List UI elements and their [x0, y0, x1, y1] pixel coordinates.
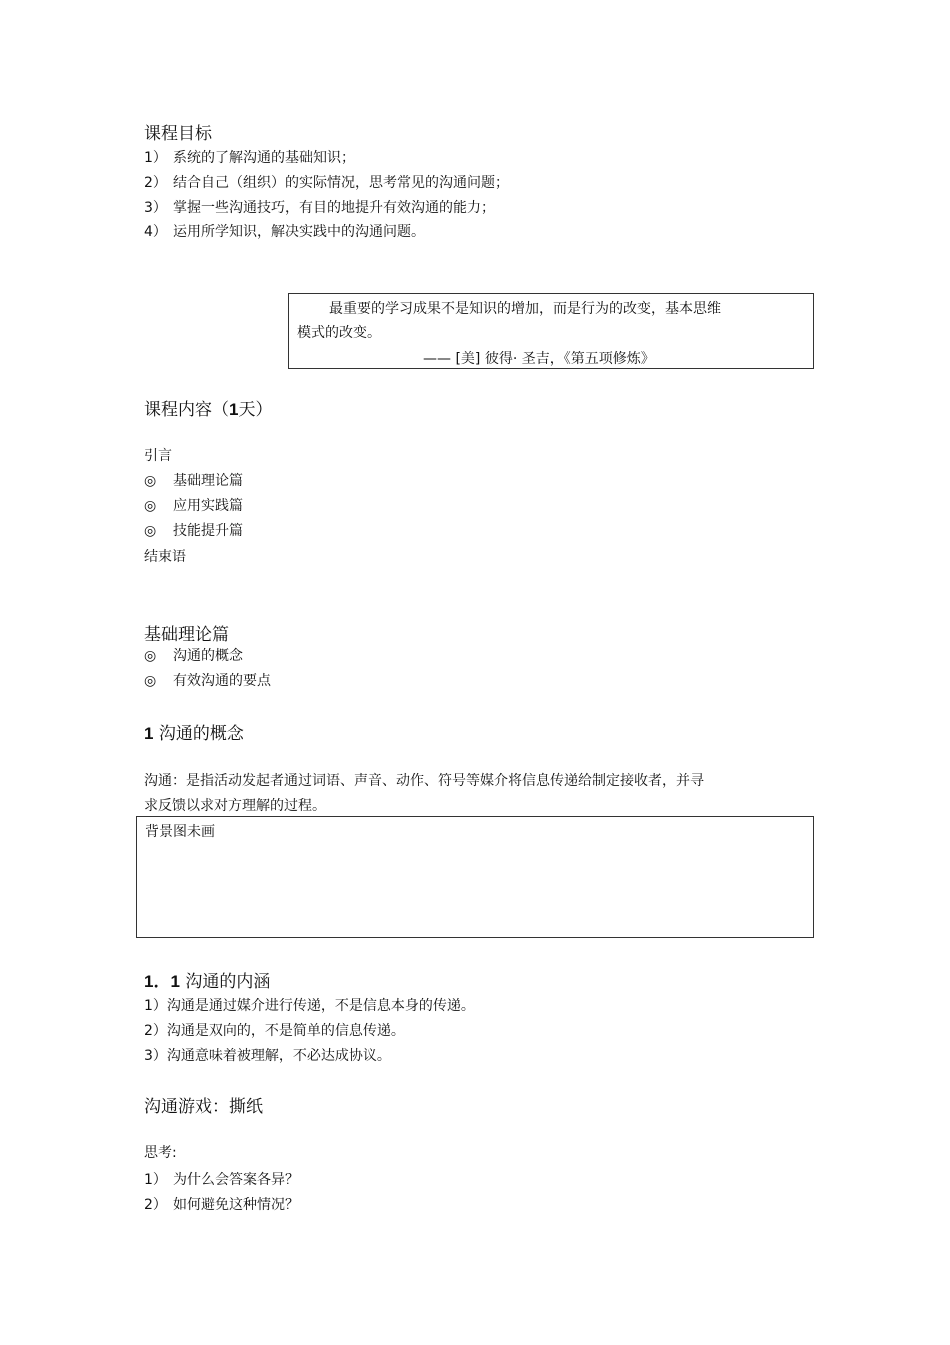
goal-num: 1） [144, 150, 167, 166]
theory-item-label: 沟通的概念 [173, 648, 243, 664]
concept-title-text: 沟通的概念 [158, 724, 244, 744]
connotation-item: 2）沟通是双向的，不是简单的信息传递。 [144, 1023, 405, 1039]
goal-text: 运用所学知识，解决实践中的沟通问题。 [173, 224, 425, 240]
goal-num: 4） [144, 224, 167, 240]
goal-item [144, 197, 495, 217]
goal-num: 2） [144, 175, 167, 191]
goal-text: 掌握一些沟通技巧，有目的地提升有效沟通的能力； [173, 200, 495, 216]
theory-title: 基础理论篇 [144, 625, 229, 645]
goal-text: 系统的了解沟通的基础知识； [173, 150, 355, 166]
bullet-icon: ◎ [144, 673, 157, 689]
content-item [144, 470, 243, 490]
quote-line-1: 最重要的学习成果不是知识的增加，而是行为的改变，基本思维 [329, 301, 721, 317]
goal-num: 3） [144, 200, 167, 216]
bullet-icon: ◎ [144, 523, 157, 539]
content-title-suffix: 天） [238, 400, 273, 420]
content-title-prefix: 课程内容（ [144, 400, 229, 420]
quote-attribution: —— [美] 彼得· 圣吉，《第五项修炼》 [423, 351, 655, 367]
thinking-item [144, 1169, 299, 1189]
content-item [144, 495, 243, 515]
bullet-icon: ◎ [144, 473, 157, 489]
content-ending: 结束语 [144, 549, 186, 565]
theory-item-label: 有效沟通的要点 [173, 673, 271, 689]
bullet-icon: ◎ [144, 648, 157, 664]
content-item-label: 基础理论篇 [173, 473, 243, 489]
thinking-label: 思考: [144, 1145, 177, 1161]
goal-item [144, 147, 355, 167]
quote-line-2: 模式的改变。 [297, 325, 381, 341]
concept-title-num: 1 [144, 724, 154, 743]
content-title-num: 1 [229, 400, 239, 419]
content-item [144, 520, 243, 540]
concept-title [144, 719, 244, 744]
content-item-label: 应用实践篇 [173, 498, 243, 514]
theory-item [144, 670, 271, 690]
connotation-title [144, 967, 270, 992]
theory-item [144, 645, 243, 665]
thinking-text: 如何避免这种情况？ [173, 1197, 299, 1213]
goal-text: 结合自己（组织）的实际情况，思考常见的沟通问题； [173, 175, 509, 191]
goals-title: 课程目标 [144, 124, 212, 144]
connotation-item: 3）沟通意味着被理解，不必达成协议。 [144, 1048, 391, 1064]
bullet-icon: ◎ [144, 498, 157, 514]
thinking-text: 为什么会答案各异？ [173, 1172, 299, 1188]
concept-definition-line-1: 沟通：是指活动发起者通过词语、声音、动作、符号等媒介将信息传递给制定接收者，并寻 [144, 773, 704, 789]
thinking-item [144, 1194, 299, 1214]
content-item-label: 技能提升篇 [173, 523, 243, 539]
connotation-title-text: 沟通的内涵 [185, 972, 271, 992]
quote-box [288, 293, 814, 369]
goal-item [144, 172, 509, 192]
content-intro: 引言 [144, 448, 172, 464]
connotation-item: 1）沟通是通过媒介进行传递，不是信息本身的传递。 [144, 998, 475, 1014]
thinking-num: 2） [144, 1197, 167, 1213]
connotation-title-num: 1．1 [144, 972, 180, 991]
game-title: 沟通游戏：撕纸 [144, 1097, 263, 1117]
goal-item [144, 221, 425, 241]
content-title [144, 395, 272, 420]
background-figure-box [136, 816, 814, 938]
concept-definition-line-2: 求反馈以求对方理解的过程。 [144, 798, 326, 814]
background-figure-note: 背景图未画 [145, 824, 215, 840]
thinking-num: 1） [144, 1172, 167, 1188]
